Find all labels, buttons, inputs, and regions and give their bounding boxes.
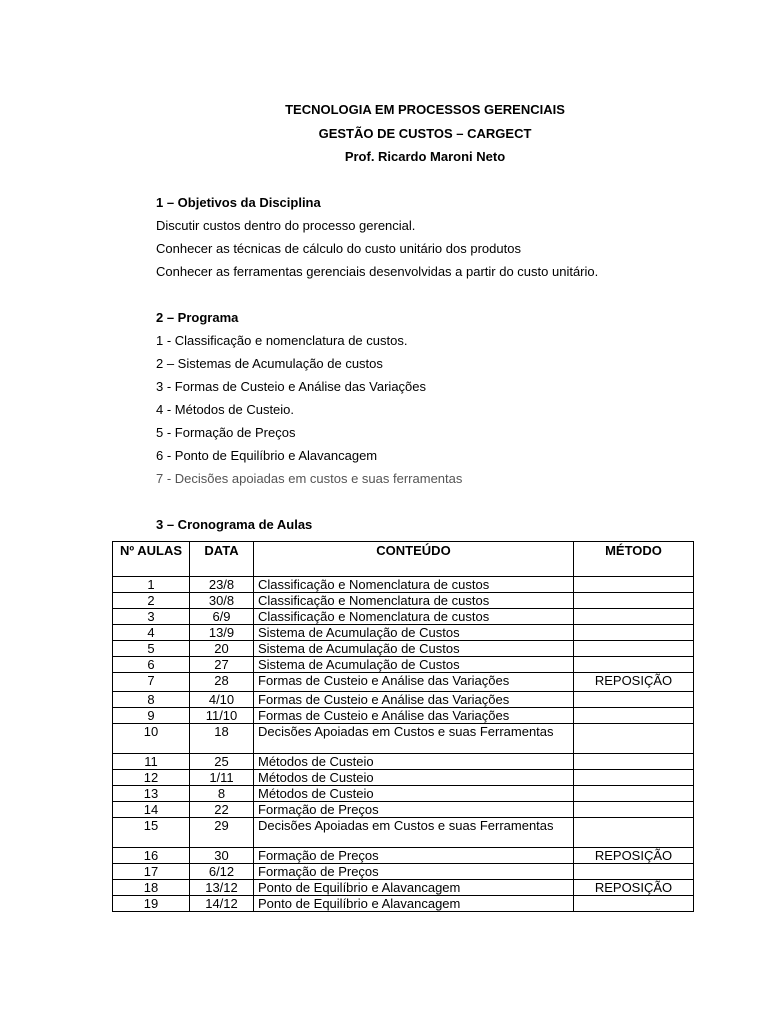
- column-header-date: DATA: [190, 542, 254, 577]
- cell-lesson-number: 4: [113, 625, 190, 641]
- cell-method: [574, 754, 694, 770]
- program-item: 4 - Métodos de Custeio.: [156, 402, 295, 417]
- cell-date: 22: [190, 802, 254, 818]
- cell-date: 1/11: [190, 770, 254, 786]
- cell-lesson-number: 7: [113, 673, 190, 692]
- cell-date: 13/12: [190, 880, 254, 896]
- cell-method: [574, 641, 694, 657]
- table-row: [113, 609, 694, 625]
- table-row: [113, 848, 694, 864]
- column-header-lesson-number: Nº AULAS: [113, 542, 190, 577]
- cell-date: 20: [190, 641, 254, 657]
- program-item: 3 - Formas de Custeio e Análise das Variações: [156, 379, 427, 394]
- cell-method: [574, 896, 694, 912]
- cell-content: Sistema de Acumulação de Custos: [254, 625, 574, 641]
- schedule-heading: 3 – Cronograma de Aulas: [156, 517, 313, 532]
- cell-lesson-number: 9: [113, 708, 190, 724]
- cell-content: Formas de Custeio e Análise das Variações: [254, 692, 574, 708]
- cell-content: Classificação e Nomenclatura de custos: [254, 609, 574, 625]
- column-header-method: MÉTODO: [574, 542, 694, 577]
- cell-lesson-number: 5: [113, 641, 190, 657]
- cell-content: Formação de Preços: [254, 802, 574, 818]
- cell-lesson-number: 3: [113, 609, 190, 625]
- table-row: [113, 593, 694, 609]
- cell-date: 18: [190, 724, 254, 754]
- cell-content: Ponto de Equilíbrio e Alavancagem: [254, 896, 574, 912]
- cell-content: Métodos de Custeio: [254, 786, 574, 802]
- table-row: [113, 724, 694, 754]
- cell-method: [574, 609, 694, 625]
- cell-lesson-number: 18: [113, 880, 190, 896]
- cell-content: Formas de Custeio e Análise das Variações: [254, 673, 574, 692]
- cell-method: [574, 593, 694, 609]
- cell-date: 28: [190, 673, 254, 692]
- cell-date: 11/10: [190, 708, 254, 724]
- cell-lesson-number: 11: [113, 754, 190, 770]
- cell-date: 6/12: [190, 864, 254, 880]
- cell-lesson-number: 6: [113, 657, 190, 673]
- cell-content: Formação de Preços: [254, 864, 574, 880]
- cell-method: [574, 577, 694, 593]
- cell-date: 8: [190, 786, 254, 802]
- cell-content: Métodos de Custeio: [254, 754, 574, 770]
- program-item: 5 - Formação de Preços: [156, 425, 296, 440]
- table-row: [113, 625, 694, 641]
- cell-date: 13/9: [190, 625, 254, 641]
- cell-content: Métodos de Custeio: [254, 770, 574, 786]
- cell-method: REPOSIÇÃO: [574, 880, 694, 896]
- table-row: [113, 786, 694, 802]
- objectives-heading: 1 – Objetivos da Disciplina: [156, 195, 321, 210]
- cell-content: Classificação e Nomenclatura de custos: [254, 593, 574, 609]
- table-row: [113, 880, 694, 896]
- cell-lesson-number: 15: [113, 818, 190, 848]
- cell-lesson-number: 10: [113, 724, 190, 754]
- cell-method: [574, 692, 694, 708]
- cell-date: 29: [190, 818, 254, 848]
- cell-lesson-number: 8: [113, 692, 190, 708]
- cell-lesson-number: 2: [113, 593, 190, 609]
- objective-item: Conhecer as técnicas de cálculo do custo unitário dos produtos: [156, 241, 521, 256]
- schedule-table: [112, 541, 694, 912]
- column-header-content: CONTEÚDO: [254, 542, 574, 577]
- cell-content: Formação de Preços: [254, 848, 574, 864]
- cell-content: Decisões Apoiadas em Custos e suas Ferramentas: [254, 724, 574, 754]
- cell-lesson-number: 1: [113, 577, 190, 593]
- program-item: 6 - Ponto de Equilíbrio e Alavancagem: [156, 448, 378, 463]
- table-row: [113, 770, 694, 786]
- objective-item: Discutir custos dentro do processo gerencial.: [156, 218, 416, 233]
- cell-content: Ponto de Equilíbrio e Alavancagem: [254, 880, 574, 896]
- schedule-body: [113, 577, 694, 912]
- cell-lesson-number: 14: [113, 802, 190, 818]
- cell-lesson-number: 19: [113, 896, 190, 912]
- cell-date: 30/8: [190, 593, 254, 609]
- cell-lesson-number: 12: [113, 770, 190, 786]
- cell-content: Sistema de Acumulação de Custos: [254, 657, 574, 673]
- cell-date: 6/9: [190, 609, 254, 625]
- cell-date: 23/8: [190, 577, 254, 593]
- cell-method: [574, 708, 694, 724]
- cell-lesson-number: 16: [113, 848, 190, 864]
- program-item: 7 - Decisões apoiadas em custos e suas ferramentas: [156, 471, 463, 486]
- cell-method: [574, 657, 694, 673]
- table-row: [113, 802, 694, 818]
- program-heading: 2 – Programa: [156, 310, 239, 325]
- table-row: [113, 818, 694, 848]
- cell-method: [574, 864, 694, 880]
- document-title: TECNOLOGIA EM PROCESSOS GERENCIAIS: [285, 102, 565, 117]
- cell-date: 30: [190, 848, 254, 864]
- program-item: 2 – Sistemas de Acumulação de custos: [156, 356, 383, 371]
- table-row: [113, 641, 694, 657]
- cell-date: 25: [190, 754, 254, 770]
- cell-method: REPOSIÇÃO: [574, 673, 694, 692]
- table-row: [113, 896, 694, 912]
- table-row: [113, 673, 694, 692]
- cell-method: REPOSIÇÃO: [574, 848, 694, 864]
- table-row: [113, 692, 694, 708]
- professor-name: Prof. Ricardo Maroni Neto: [344, 149, 506, 164]
- table-row: [113, 657, 694, 673]
- cell-date: 14/12: [190, 896, 254, 912]
- cell-content: Formas de Custeio e Análise das Variações: [254, 708, 574, 724]
- cell-method: [574, 818, 694, 848]
- table-row: [113, 708, 694, 724]
- cell-lesson-number: 13: [113, 786, 190, 802]
- table-header-row: [113, 542, 694, 577]
- table-row: [113, 864, 694, 880]
- cell-method: [574, 786, 694, 802]
- cell-method: [574, 802, 694, 818]
- table-row: [113, 577, 694, 593]
- table-row: [113, 754, 694, 770]
- course-name: GESTÃO DE CUSTOS – CARGECT: [318, 126, 532, 141]
- cell-content: Decisões Apoiadas em Custos e suas Ferramentas: [254, 818, 574, 848]
- cell-method: [574, 724, 694, 754]
- cell-content: Sistema de Acumulação de Custos: [254, 641, 574, 657]
- cell-date: 27: [190, 657, 254, 673]
- cell-method: [574, 625, 694, 641]
- cell-lesson-number: 17: [113, 864, 190, 880]
- cell-content: Classificação e Nomenclatura de custos: [254, 577, 574, 593]
- cell-method: [574, 770, 694, 786]
- objective-item: Conhecer as ferramentas gerenciais desenvolvidas a partir do custo unitário.: [156, 264, 599, 279]
- program-item: 1 - Classificação e nomenclatura de custos.: [156, 333, 408, 348]
- cell-date: 4/10: [190, 692, 254, 708]
